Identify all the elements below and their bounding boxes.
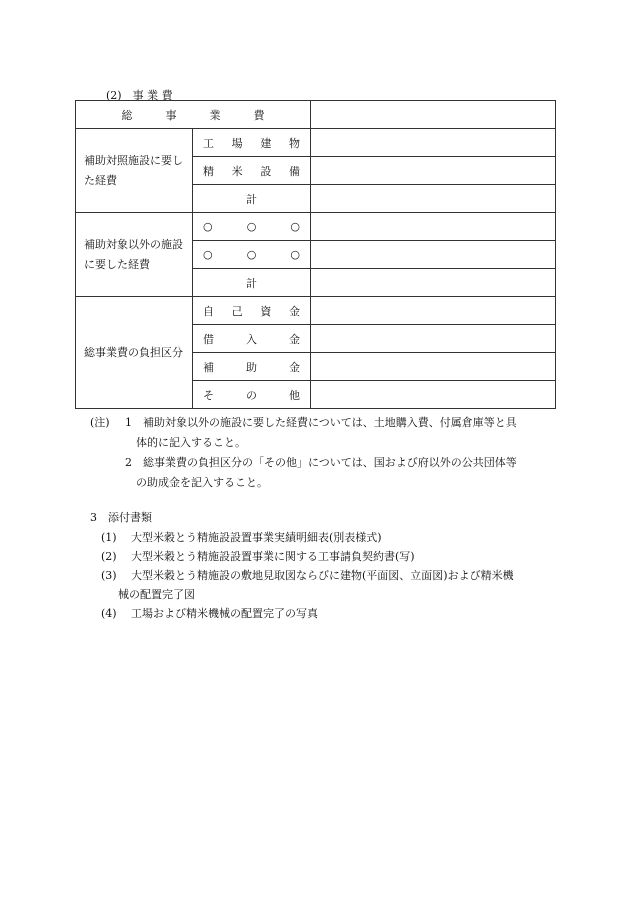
item-subsidy: 補 助 金 (193, 353, 311, 381)
group-label-cost-sharing: 総事業費の負担区分 (76, 297, 193, 409)
value-cell[interactable] (311, 185, 556, 213)
table-row (76, 101, 556, 129)
attachment-item: 工場および精米機械の配置完了の写真 (131, 607, 318, 620)
note-number: 1 (125, 416, 132, 429)
note-text: 補助対象以外の施設に要した経費については、土地購入費、付属倉庫等と具 (143, 416, 517, 429)
item-own-funds: 自 己 資 金 (193, 297, 311, 325)
value-cell[interactable] (311, 213, 556, 241)
total-cost-label: 総 事 業 費 (76, 101, 311, 129)
item-factory-building: 工 場 建 物 (193, 129, 311, 157)
attachment-item-continued: 械の配置完了図 (118, 588, 195, 601)
note-text: 総事業費の負担区分の「その他」については、国および府以外の公共団体等 (143, 456, 517, 469)
group-label-subsidized: 補助対照施設に要した経費 (76, 129, 193, 213)
group-label-non-subsidized: 補助対象以外の施設に要した経費 (76, 213, 193, 297)
note-text: の助成金を記入すること。 (136, 476, 268, 489)
value-cell[interactable] (311, 129, 556, 157)
value-cell[interactable] (311, 241, 556, 269)
item-placeholder: ○ ○ ○ (193, 241, 311, 269)
item-milling-equipment: 精 米 設 備 (193, 157, 311, 185)
item-placeholder: ○ ○ ○ (193, 213, 311, 241)
notes-prefix: (注) (90, 416, 110, 429)
value-cell[interactable] (311, 297, 556, 325)
value-cell[interactable] (311, 325, 556, 353)
table-row (76, 297, 556, 325)
table-row (76, 213, 556, 241)
attachment-item: 大型米穀とう精施設設置事業実績明細表(別表様式) (131, 531, 382, 544)
note-text: 体的に記入すること。 (136, 436, 246, 449)
subtotal-label: 計 (193, 269, 311, 297)
attachment-number: (4) (101, 607, 117, 620)
value-cell[interactable] (311, 157, 556, 185)
attachment-number: (3) (101, 569, 117, 582)
attachment-number: (2) (101, 550, 117, 563)
item-other: そ の 他 (193, 381, 311, 409)
table-row (76, 129, 556, 157)
attachment-item: 大型米穀とう精施設設置事業に関する工事請負契約書(写) (131, 550, 415, 563)
value-cell[interactable] (311, 269, 556, 297)
note-number: 2 (125, 456, 132, 469)
subtotal-label: 計 (193, 185, 311, 213)
value-cell[interactable] (311, 381, 556, 409)
attachment-number: (1) (101, 531, 117, 544)
section-heading: (2) 事 業 費 (106, 89, 173, 102)
attachment-item: 大型米穀とう精施設の敷地見取図ならびに建物(平面図、立面図)および精米機 (131, 569, 514, 582)
project-cost-table (75, 100, 556, 409)
attachments-heading: 3 添付書類 (90, 511, 152, 524)
value-cell-total[interactable] (311, 101, 556, 129)
value-cell[interactable] (311, 353, 556, 381)
item-borrowings: 借 入 金 (193, 325, 311, 353)
